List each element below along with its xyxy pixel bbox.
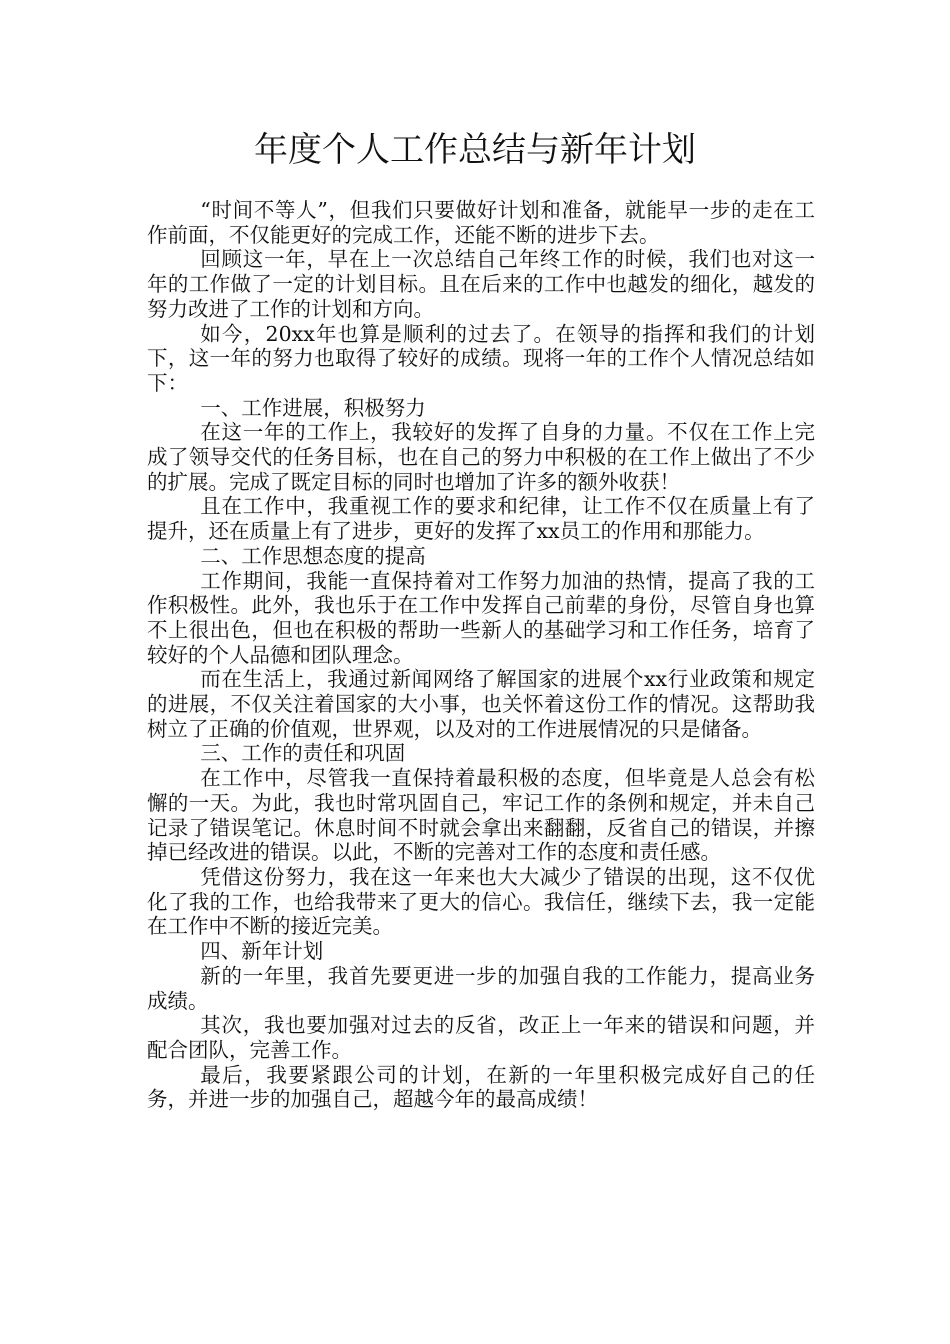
paragraph: 凭借这份努力，我在这一年来也大大减少了错误的出现，这不仅优化了我的工作，也给我带来了更大的信心。我信任，继续下去，我一定能在工作中不断的接近完美。 <box>147 864 815 939</box>
paragraph-intro: “时间不等人”，但我们只要做好计划和准备，就能早一步的走在工作前面，不仅能更好的完成工作，还能不断的进步下去。 <box>147 198 815 247</box>
paragraph: 且在工作中，我重视工作的要求和纪律，让工作不仅在质量上有了提升，还在质量上有了进步，更好的发挥了xx员工的作用和那能力。 <box>147 494 815 544</box>
paragraph: 最后，我要紧跟公司的计划，在新的一年里积极完成好自己的任务，并进一步的加强自己，超越今年的最高成绩！ <box>147 1062 815 1112</box>
section-heading-2: 二、工作思想态度的提高 <box>200 543 426 568</box>
paragraph-review: 回顾这一年，早在上一次总结自己年终工作的时候，我们也对这一年的工作做了一定的计划目标。且在后来的工作中也越发的细化，越发的努力改进了工作的计划和方向。 <box>147 247 815 321</box>
section-heading-3: 三、工作的责任和巩固 <box>200 741 406 766</box>
section-heading-1: 一、工作进展，积极努力 <box>200 395 426 420</box>
paragraph: 在这一年的工作上，我较好的发挥了自身的力量。不仅在工作上完成了领导交代的任务目标，也在自己的努力中积极的在工作上做出了不少的扩展。完成了既定目标的同时也增加了许多的额外收获！ <box>147 420 815 494</box>
paragraph: 在工作中，尽管我一直保持着最积极的态度，但毕竟是人总会有松懈的一天。为此，我也时常巩固自己，牢记工作的条例和规定，并未自己记录了错误笔记。休息时间不时就会拿出来翻翻，反省自己的错误，并擦掉已经改进的错误。以此，不断的完善对工作的态度和责任感。 <box>147 766 815 865</box>
paragraph: 工作期间，我能一直保持着对工作努力加油的热情，提高了我的工作积极性。此外，我也乐于在工作中发挥自己前辈的身份，尽管自身也算不上很出色，但也在积极的帮助一些新人的基础学习和工作任务，培育了较好的个人品德和团队理念。 <box>147 568 815 667</box>
paragraph: 新的一年里，我首先要更进一步的加强自我的工作能力，提高业务成绩。 <box>147 963 815 1013</box>
document-body <box>147 198 815 1112</box>
paragraph: 其次，我也要加强对过去的反省，改正上一年来的错误和问题，并配合团队，完善工作。 <box>147 1013 815 1062</box>
section-heading-4: 四、新年计划 <box>200 939 324 964</box>
document-title: 年度个人工作总结与新年计划 <box>254 130 696 170</box>
paragraph: 而在生活上，我通过新闻网络了解国家的进展个xx行业政策和规定的进展，不仅关注着国家的大小事，也关怀着这份工作的情况。这帮助我树立了正确的价值观，世界观，以及对的工作进展情况的只是储备。 <box>147 667 815 741</box>
paragraph-summary-lead: 如今，20xx年也算是顺利的过去了。在领导的指挥和我们的计划下，这一年的努力也取得了较好的成绩。现将一年的工作个人情况总结如下： <box>147 321 815 395</box>
